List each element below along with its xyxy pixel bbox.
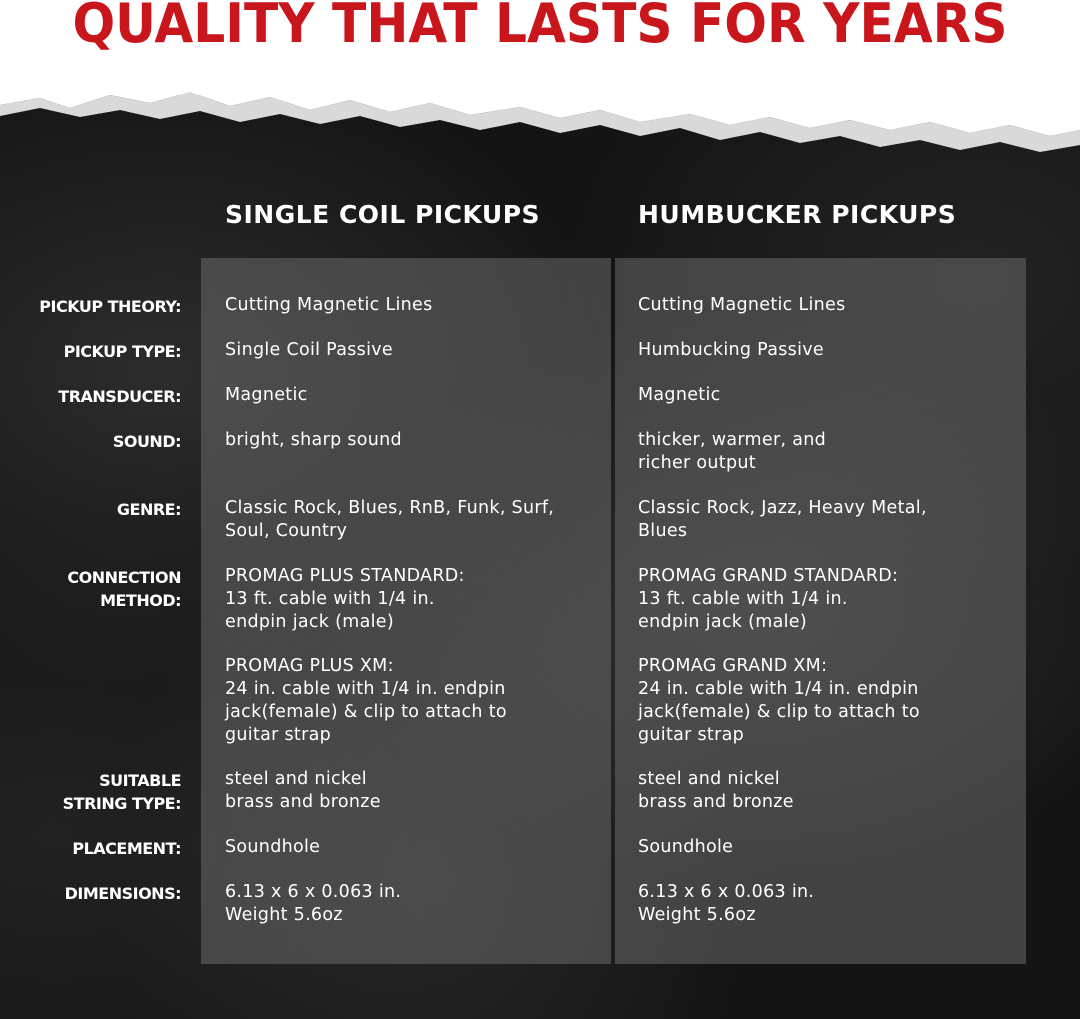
single-coil-connection-standard: PROMAG PLUS STANDARD: 13 ft. cable with 1/4 in. endpin jack (male) xyxy=(225,566,465,632)
torn-paper-edge xyxy=(0,70,1080,170)
humbucker-pickup-theory: Cutting Magnetic Lines xyxy=(638,295,846,315)
label-pickup-type: PICKUP TYPE: xyxy=(63,342,181,361)
single-coil-dimensions: 6.13 x 6 x 0.063 in. Weight 5.6oz xyxy=(225,882,402,925)
label-placement: PLACEMENT: xyxy=(72,839,181,858)
humbucker-pickup-type: Humbucking Passive xyxy=(638,340,824,360)
single-coil-title: SINGLE COIL PICKUPS xyxy=(225,200,541,229)
single-coil-string-type: steel and nickel brass and bronze xyxy=(225,769,381,812)
label-suitable-string-type: SUITABLE STRING TYPE: xyxy=(62,771,181,813)
humbucker-genre: Classic Rock, Jazz, Heavy Metal, Blues xyxy=(638,498,927,541)
label-genre: GENRE: xyxy=(116,500,181,519)
label-dimensions: DIMENSIONS: xyxy=(64,884,181,903)
single-coil-placement: Soundhole xyxy=(225,837,321,857)
single-coil-pickup-theory: Cutting Magnetic Lines xyxy=(225,295,433,315)
single-coil-connection-xm: PROMAG PLUS XM: 24 in. cable with 1/4 in. endpin jack(female) & clip to attach to guitar strap xyxy=(225,656,507,745)
label-connection-method: CONNECTION METHOD: xyxy=(67,568,181,610)
single-coil-genre: Classic Rock, Blues, RnB, Funk, Surf, Soul, Country xyxy=(225,498,555,541)
humbucker-title: HUMBUCKER PICKUPS xyxy=(638,200,957,229)
headline: QUALITY THAT LASTS FOR YEARS xyxy=(72,0,1008,55)
humbucker-transducer: Magnetic xyxy=(638,385,721,405)
humbucker-string-type: steel and nickel brass and bronze xyxy=(638,769,794,812)
humbucker-connection-standard: PROMAG GRAND STANDARD: 13 ft. cable with 1/4 in. endpin jack (male) xyxy=(638,566,899,632)
label-pickup-theory: PICKUP THEORY: xyxy=(39,297,181,316)
single-coil-sound: bright, sharp sound xyxy=(225,430,402,450)
humbucker-connection-xm: PROMAG GRAND XM: 24 in. cable with 1/4 in. endpin jack(female) & clip to attach to guitar strap xyxy=(638,656,920,745)
humbucker-placement: Soundhole xyxy=(638,837,734,857)
single-coil-pickup-type: Single Coil Passive xyxy=(225,340,393,360)
single-coil-transducer: Magnetic xyxy=(225,385,308,405)
label-transducer: TRANSDUCER: xyxy=(58,387,181,406)
label-sound: SOUND: xyxy=(112,432,181,451)
humbucker-sound: thicker, warmer, and richer output xyxy=(638,430,827,473)
humbucker-dimensions: 6.13 x 6 x 0.063 in. Weight 5.6oz xyxy=(638,882,815,925)
